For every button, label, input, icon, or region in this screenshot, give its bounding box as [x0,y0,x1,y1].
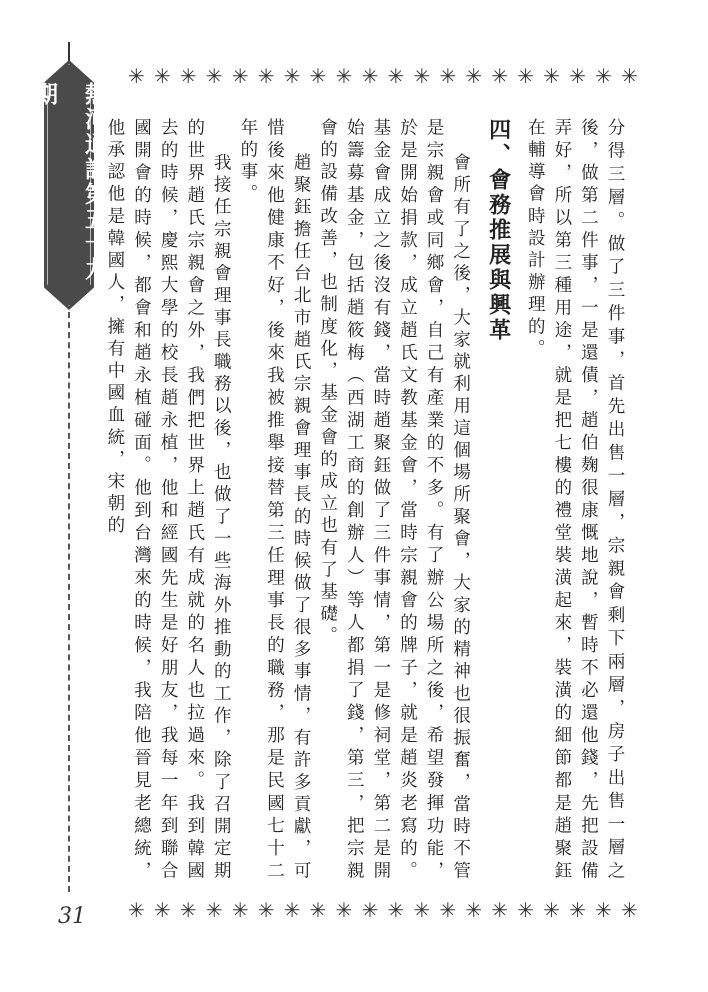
star-icon: ✳ [491,898,509,922]
star-icon: ✳ [387,64,405,88]
article-body [104,118,628,883]
star-icon: ✳ [231,898,249,922]
star-icon: ✳ [517,64,535,88]
star-icon: ✳ [231,64,249,88]
star-icon: ✳ [361,898,379,922]
star-icon: ✳ [413,898,431,922]
star-icon: ✳ [283,64,301,88]
star-icon: ✳ [387,898,405,922]
star-icon: ✳ [413,64,431,88]
tab-top-line [68,42,70,62]
star-icon: ✳ [543,64,561,88]
paragraph: 趙聚鈺擔任台北市趙氏宗親會理事長的時候做了很多事情，有許多貢獻，可惜後來他健康不好，後來我被推舉接替第三任理事長的職務，那是民國七十二年的事。 [237,118,312,883]
star-icon: ✳ [283,898,301,922]
star-icon: ✳ [257,898,275,922]
star-icon: ✳ [569,64,586,88]
star-icon: ✳ [517,898,535,922]
margin-dashed-line [68,312,70,892]
star-icon: ✳ [205,64,223,88]
star-icon: ✳ [257,64,275,88]
star-icon: ✳ [335,64,353,88]
bottom-star-border [128,898,638,922]
star-icon: ✳ [361,64,379,88]
star-icon: ✳ [595,64,612,88]
paragraph: 會所有了之後，大家就利用這個場所聚會，大家的精神也很振奮，當時不管是宗親會或同鄉會，自己有產業的不多。有了辦公場所之後，希望發揮功能，於是開始捐款，成立趙氏文教基金會，當時宗親會的牌子，就是趙炎老寫的。基金會成立之後沒有錢，當時趙聚鈺做了三件事情，第一是修祠堂，第二是開始籌募基金，包括趙筱梅（西湖工商的創辦人）等人都捐了錢，第三，把宗親會的設備改善，也制度化，基金會的成立也有了基礎。 [317,118,471,883]
star-icon: ✳ [465,64,483,88]
star-icon: ✳ [569,898,586,922]
star-icon: ✳ [128,64,145,88]
star-icon: ✳ [621,64,638,88]
star-icon: ✳ [465,898,483,922]
page-number: 31 [58,904,86,929]
star-icon: ✳ [153,64,171,88]
star-icon: ✳ [309,898,327,922]
star-icon: ✳ [439,64,457,88]
star-icon: ✳ [439,898,457,922]
star-icon: ✳ [491,64,509,88]
star-icon: ✳ [179,898,197,922]
star-icon: ✳ [621,898,638,922]
star-icon: ✳ [335,898,353,922]
star-icon: ✳ [595,898,612,922]
paragraph: 我接任宗親會理事長職務以後，也做了一些海外推動的工作，除了召開定期的世界趙氏宗親會之外，我們把世界上趙氏有成就的名人也拉過來。我到韓國去的時候，慶熙大學的校長趙永植，他和經國先生是好朋友，我每一年到聯合國開會的時候，都會和趙永植碰面。他到台灣來的時候，我陪他晉見老總統，他承認他是韓國人，擁有中國血統，宋朝的 [104,118,232,883]
running-title: 熱河通訊第五十九期 [31,82,108,282]
star-icon: ✳ [205,898,223,922]
top-star-border [128,64,638,88]
star-icon: ✳ [153,898,171,922]
star-icon: ✳ [128,898,145,922]
paragraph: 分得三層。做了三件事，首先出售一層，宗親會剩下兩層，房子出售一層之後，做第二件事，一是還債，趙伯麹很康慨地說，暫時不必還他錢，先把設備弄好，所以第三種用途，就是把七樓的禮堂裝潢起來，裝潢的細節都是趙聚鈺在輔導會時設計辦理的。 [525,118,625,883]
star-icon: ✳ [309,64,327,88]
section-heading: 四、會務推展與興革 [485,118,511,343]
star-icon: ✳ [179,64,197,88]
star-icon: ✳ [543,898,561,922]
